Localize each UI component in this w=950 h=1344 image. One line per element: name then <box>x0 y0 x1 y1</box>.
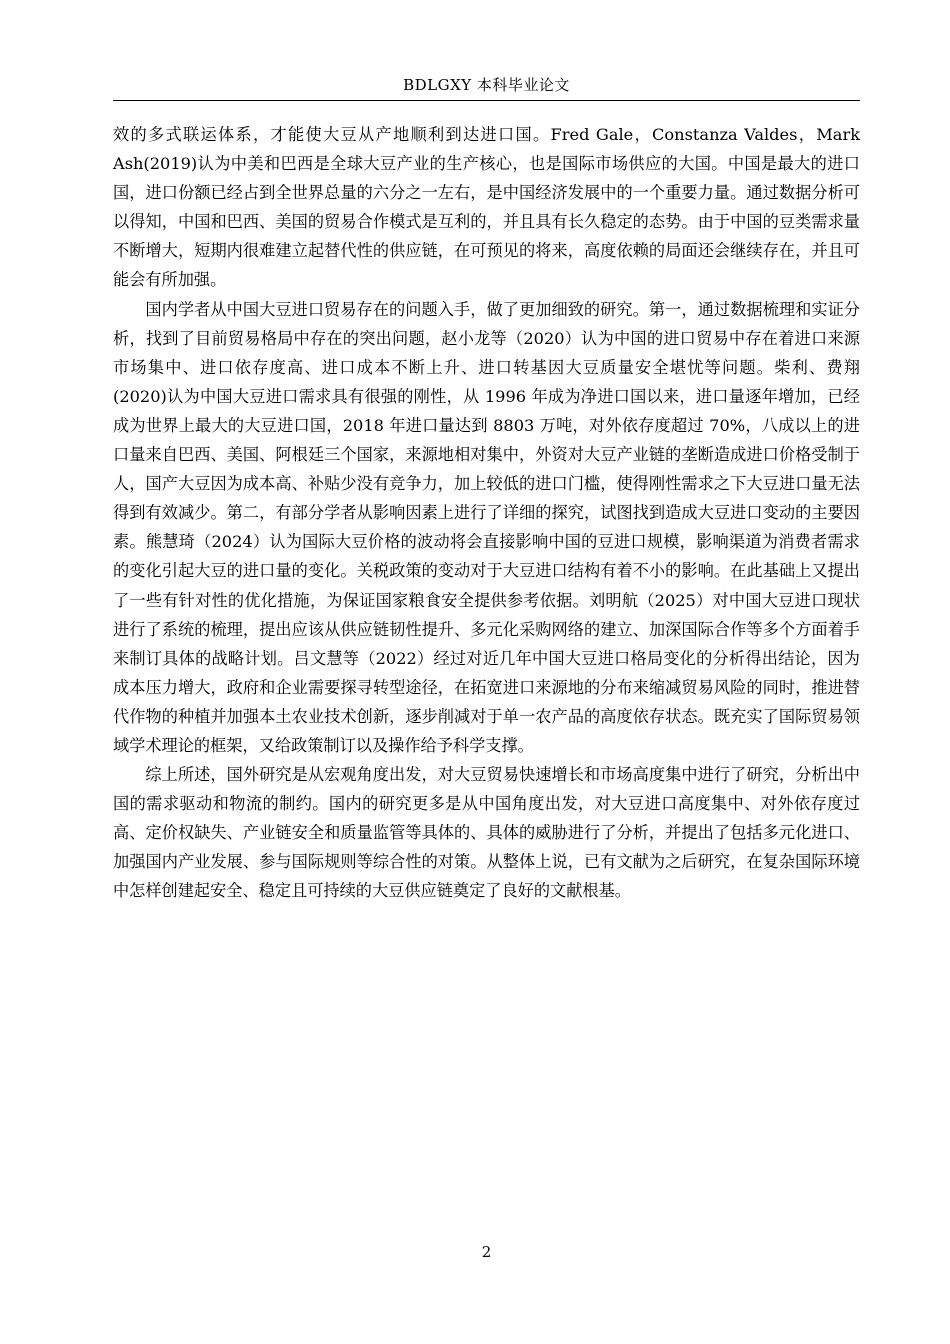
page-number: 2 <box>481 1243 492 1261</box>
header-rule <box>113 100 860 101</box>
running-header: BDLGXY 本科毕业论文 <box>403 76 570 94</box>
body-text <box>113 120 860 906</box>
paragraph-continued: 效的多式联运体系，才能使大豆从产地顺利到达进口国。Fred Gale，Constanza Valdes，Mark Ash(2019)认为中美和巴西是全球大豆产业的生产核心，也是国际市场供应的大国。中国是最大的进口国，进口份额已经占到全世界总量的六分之一左右，是中国经济发展中的一个重要力量。通过数据分析可以得知，中国和巴西、美国的贸易合作模式是互利的，并且具有长久稳定的态势。由于中国的豆类需求量不断增大，短期内很难建立起替代性的供应链，在可预见的将来，高度依赖的局面还会继续存在，并且可能会有所加强。 <box>113 125 860 290</box>
paragraph-domestic-research: 国内学者从中国大豆进口贸易存在的问题入手，做了更加细致的研究。第一，通过数据梳理和实证分析，找到了目前贸易格局中存在的突出问题，赵小龙等（2020）认为中国的进口贸易中存在着进口来源市场集中、进口依存度高、进口成本不断上升、进口转基因大豆质量安全堪忧等问题。柴利、费翔(2020)认为中国大豆进口需求具有很强的刚性，从 1996 年成为净进口国以来，进口量逐年增加，已经成为世界上最大的大豆进口国，2018 年进口量达到 8803 万吨，对外依存度超过 70%，八成以上的进口量来自巴西、美国、阿根廷三个国家，来源地相对集中，外资对大豆产业链的垄断造成进口价格受制于人，国产大豆因为成本高、补贴少没有竞争力，加上较低的进口门槛，使得刚性需求之下大豆进口量无法得到有效减少。第二，有部分学者从影响因素上进行了详细的探究，试图找到造成大豆进口变动的主要因素。熊慧琦（2024）认为国际大豆价格的波动将会直接影响中国的豆进口规模，影响渠道为消费者需求的变化引起大豆的进口量的变化。关税政策的变动对于大豆进口结构有着不小的影响。在此基础上又提出了一些有针对性的优化措施，为保证国家粮食安全提供参考依据。刘明航（2025）对中国大豆进口现状进行了系统的梳理，提出应该从供应链韧性提升、多元化采购网络的建立、加深国际合作等多个方面着手来制订具体的战略计划。吕文慧等（2022）经过对近几年中国大豆进口格局变化的分析得出结论，因为成本压力增大，政府和企业需要探寻转型途径，在拓宽进口来源地的分布来缩减贸易风险的同时，推进替代作物的种植并加强本土农业技术创新，逐步削减对于单一农产品的高度依存状态。既充实了国际贸易领域学术理论的框架，又给政策制订以及操作给予科学支撑。 <box>113 299 860 755</box>
paragraph-summary: 综上所述，国外研究是从宏观角度出发，对大豆贸易快速增长和市场高度集中进行了研究，分析出中国的需求驱动和物流的制约。国内的研究更多是从中国角度出发，对大豆进口高度集中、对外依存度过高、定价权缺失、产业链安全和质量监管等具体的、具体的威胁进行了分析，并提出了包括多元化进口、加强国内产业发展、参与国际规则等综合性的对策。从整体上说，已有文献为之后研究，在复杂国际环境中怎样创建起安全、稳定且可持续的大豆供应链奠定了良好的文献根基。 <box>113 765 860 901</box>
